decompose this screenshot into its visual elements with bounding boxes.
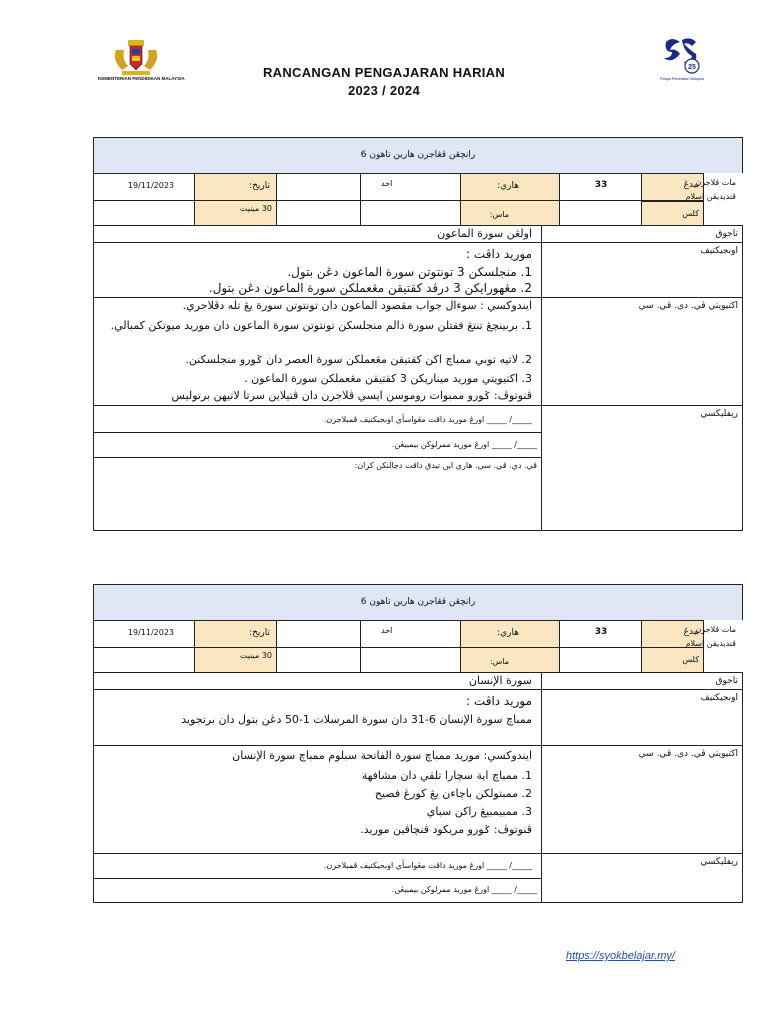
- reflection-line-3: ڤي. دي. ڤي. سي. هاري اين تيدق داڤت دجالنکن کران:: [354, 461, 537, 470]
- date-value: 19/11/2023: [127, 181, 174, 190]
- activity-line-3: 2. لاتيه توبي ممباچ اکن کقتيقن مڠعملکن سورة العصر دان ݢورو منجلسکنن.: [185, 353, 532, 366]
- topic-row: [94, 672, 742, 689]
- activity-line-4: 3. ممبيمبيڠ راکن سباي: [426, 805, 532, 818]
- topic-value: سورة الإنسان: [468, 674, 532, 687]
- objective-label: اوبجيکتيف: [700, 693, 738, 703]
- date-label: تاريخ:: [249, 628, 270, 638]
- reflection-line-2: _____/ _____ اورڠ موريد ممرلوکن بيمبيڠن.: [391, 885, 537, 894]
- reflection-row-1: [94, 853, 742, 878]
- page-title: [0, 64, 768, 100]
- subject-name: ڤنديديقن اسلام: [685, 192, 736, 201]
- activity-line-1: ايندوکسي : سوءال جواب مقصود الماعون دان تونتوتن سورة يڠ تله دڤلاجري.: [182, 299, 532, 312]
- activity-label: اکتيويتي ڤي. دي. ڤي. سي: [638, 301, 738, 311]
- topic-row: [94, 225, 742, 242]
- time-row: [94, 647, 742, 672]
- class-label: کلس: [682, 209, 699, 218]
- card-title: رانچڠن ڤڠاجرن هارين تاهون 6: [360, 597, 476, 607]
- activity-line-1: ايندوکسي: موريد ممباچ سورة الفاتحة سبلوم ممباچ سورة الإنسان: [232, 749, 532, 762]
- card-title: رانچڠن ڤڠاجرن هارين تاهون 6: [360, 150, 476, 160]
- activity-row: [94, 745, 742, 853]
- reflection-row-2: [94, 878, 541, 902]
- day-label: هاري:: [497, 628, 519, 638]
- day-label: هاري:: [497, 181, 519, 191]
- day-value: احد: [381, 626, 393, 635]
- topic-value: اولڠن سورة الماعون: [437, 227, 532, 240]
- reflection-label: ريفليکسي: [700, 409, 738, 419]
- objective-row: [94, 689, 742, 745]
- document-title: RANCANGAN PENGAJARAN HARIAN: [262, 65, 506, 80]
- reflection-row-3: [94, 457, 541, 530]
- date-label: تاريخ:: [249, 181, 270, 191]
- objective-line-1: موريد داڤت :: [466, 694, 532, 708]
- objective-line-2: ممباچ سورة الإنسان 6-31 دان سورة المرسلات 1-50 دڠن بتول دان برتجويد: [181, 713, 532, 726]
- class-number: 33: [594, 180, 608, 190]
- reflection-label: ريفليکسي: [700, 857, 738, 867]
- class-number: 33: [594, 627, 608, 637]
- activity-label: اکتيويتي ڤي. دي. ڤي. سي: [638, 749, 738, 759]
- activity-line-2: 1. بربينچڠ تنتڠ فقتلن سورة دالم منجلسکن تونتوتن سورة الماعون دان موريد ميوتکن کمبالي.: [110, 319, 532, 332]
- activity-row: [94, 297, 742, 405]
- svg-text:25: 25: [688, 64, 696, 71]
- lesson-plan-card-2: [93, 584, 743, 903]
- objective-line-3: 2. مڠهورايکن 3 درڤد کقتيقن مڠعملکن سورة الماعون دڠن بتول.: [208, 281, 532, 295]
- subject-label: مات ڤلاجرن: [695, 178, 736, 187]
- website-link[interactable]: https://syokbelajar.my/: [565, 950, 675, 962]
- reflection-line-1: _____/ _____ اورڠ موريد داڤت مڠواسأي اوبجيکتيف ڤمبلاجرن.: [323, 415, 532, 424]
- reflection-line-2: _____/ _____ اورڠ موريد ممرلوکن بيمبيڠن.: [391, 440, 537, 449]
- field-label: بيدڠ: [683, 180, 699, 190]
- lesson-plan-card-1: [93, 137, 743, 531]
- reflection-row-2: [94, 432, 541, 457]
- objective-label: اوبجيکتيف: [700, 246, 738, 256]
- minutes-value: 30 مينيت: [239, 204, 272, 213]
- topic-label: تاجوق: [715, 676, 738, 686]
- objective-row: [94, 242, 742, 297]
- ministry-caption: KEMENTERIAN PENDIDIKAN MALAYSIA: [98, 76, 185, 81]
- time-label: ماس:: [489, 657, 509, 666]
- objective-line-2: 1. منجلسکن 3 تونتوتن سورة الماعون دڠن بتول.: [287, 265, 532, 279]
- card-title-row: [94, 585, 742, 620]
- time-label: ماس:: [489, 210, 509, 219]
- field-label: بيدڠ: [683, 627, 699, 637]
- activity-line-2: 1. ممباچ اية سچارا تلقي دان مشافهة: [361, 769, 532, 782]
- activity-line-3: 2. ممبتولکن باچاءن يڠ کورڠ فصيح: [374, 787, 532, 800]
- 25-years-logo: [660, 36, 702, 76]
- date-value: 19/11/2023: [127, 628, 174, 637]
- card-title-row: [94, 138, 742, 173]
- reflection-row-1: [94, 405, 742, 432]
- day-value: احد: [381, 179, 393, 188]
- logo-caption: Pelajar Pendidikan Malaysia: [660, 77, 704, 81]
- class-label: کلس: [682, 655, 699, 664]
- subject-name: ڤنديديقن اسلام: [685, 639, 736, 648]
- activity-line-5: ڤنوتوڤ: ݢورو مريکود ڤنچاڤين موريد.: [360, 823, 532, 836]
- activity-line-5: ڤنوتوڤ: ݢورو ممبوات روموسن ايسي ڤلاجرن دان ڤتيلاين سرتا لاتيهن برتوليس: [171, 389, 532, 402]
- objective-line-1: موريد داڤت :: [466, 247, 532, 261]
- topic-label: تاجوق: [715, 229, 738, 239]
- activity-line-4: 3. اکتيويتي موريد ميناريکن 3 کقتيقن مڠعملکن سورة الماعون .: [244, 372, 532, 385]
- document-year: 2023 / 2024: [348, 83, 420, 98]
- reflection-line-1: _____/ _____ اورڠ موريد داڤت مڠواسأي اوبجيکتيف ڤمبلاجرن.: [323, 861, 532, 870]
- time-row: [94, 200, 742, 225]
- subject-label: مات ڤلاجرن: [695, 625, 736, 634]
- minutes-value: 30 مينيت: [239, 651, 272, 660]
